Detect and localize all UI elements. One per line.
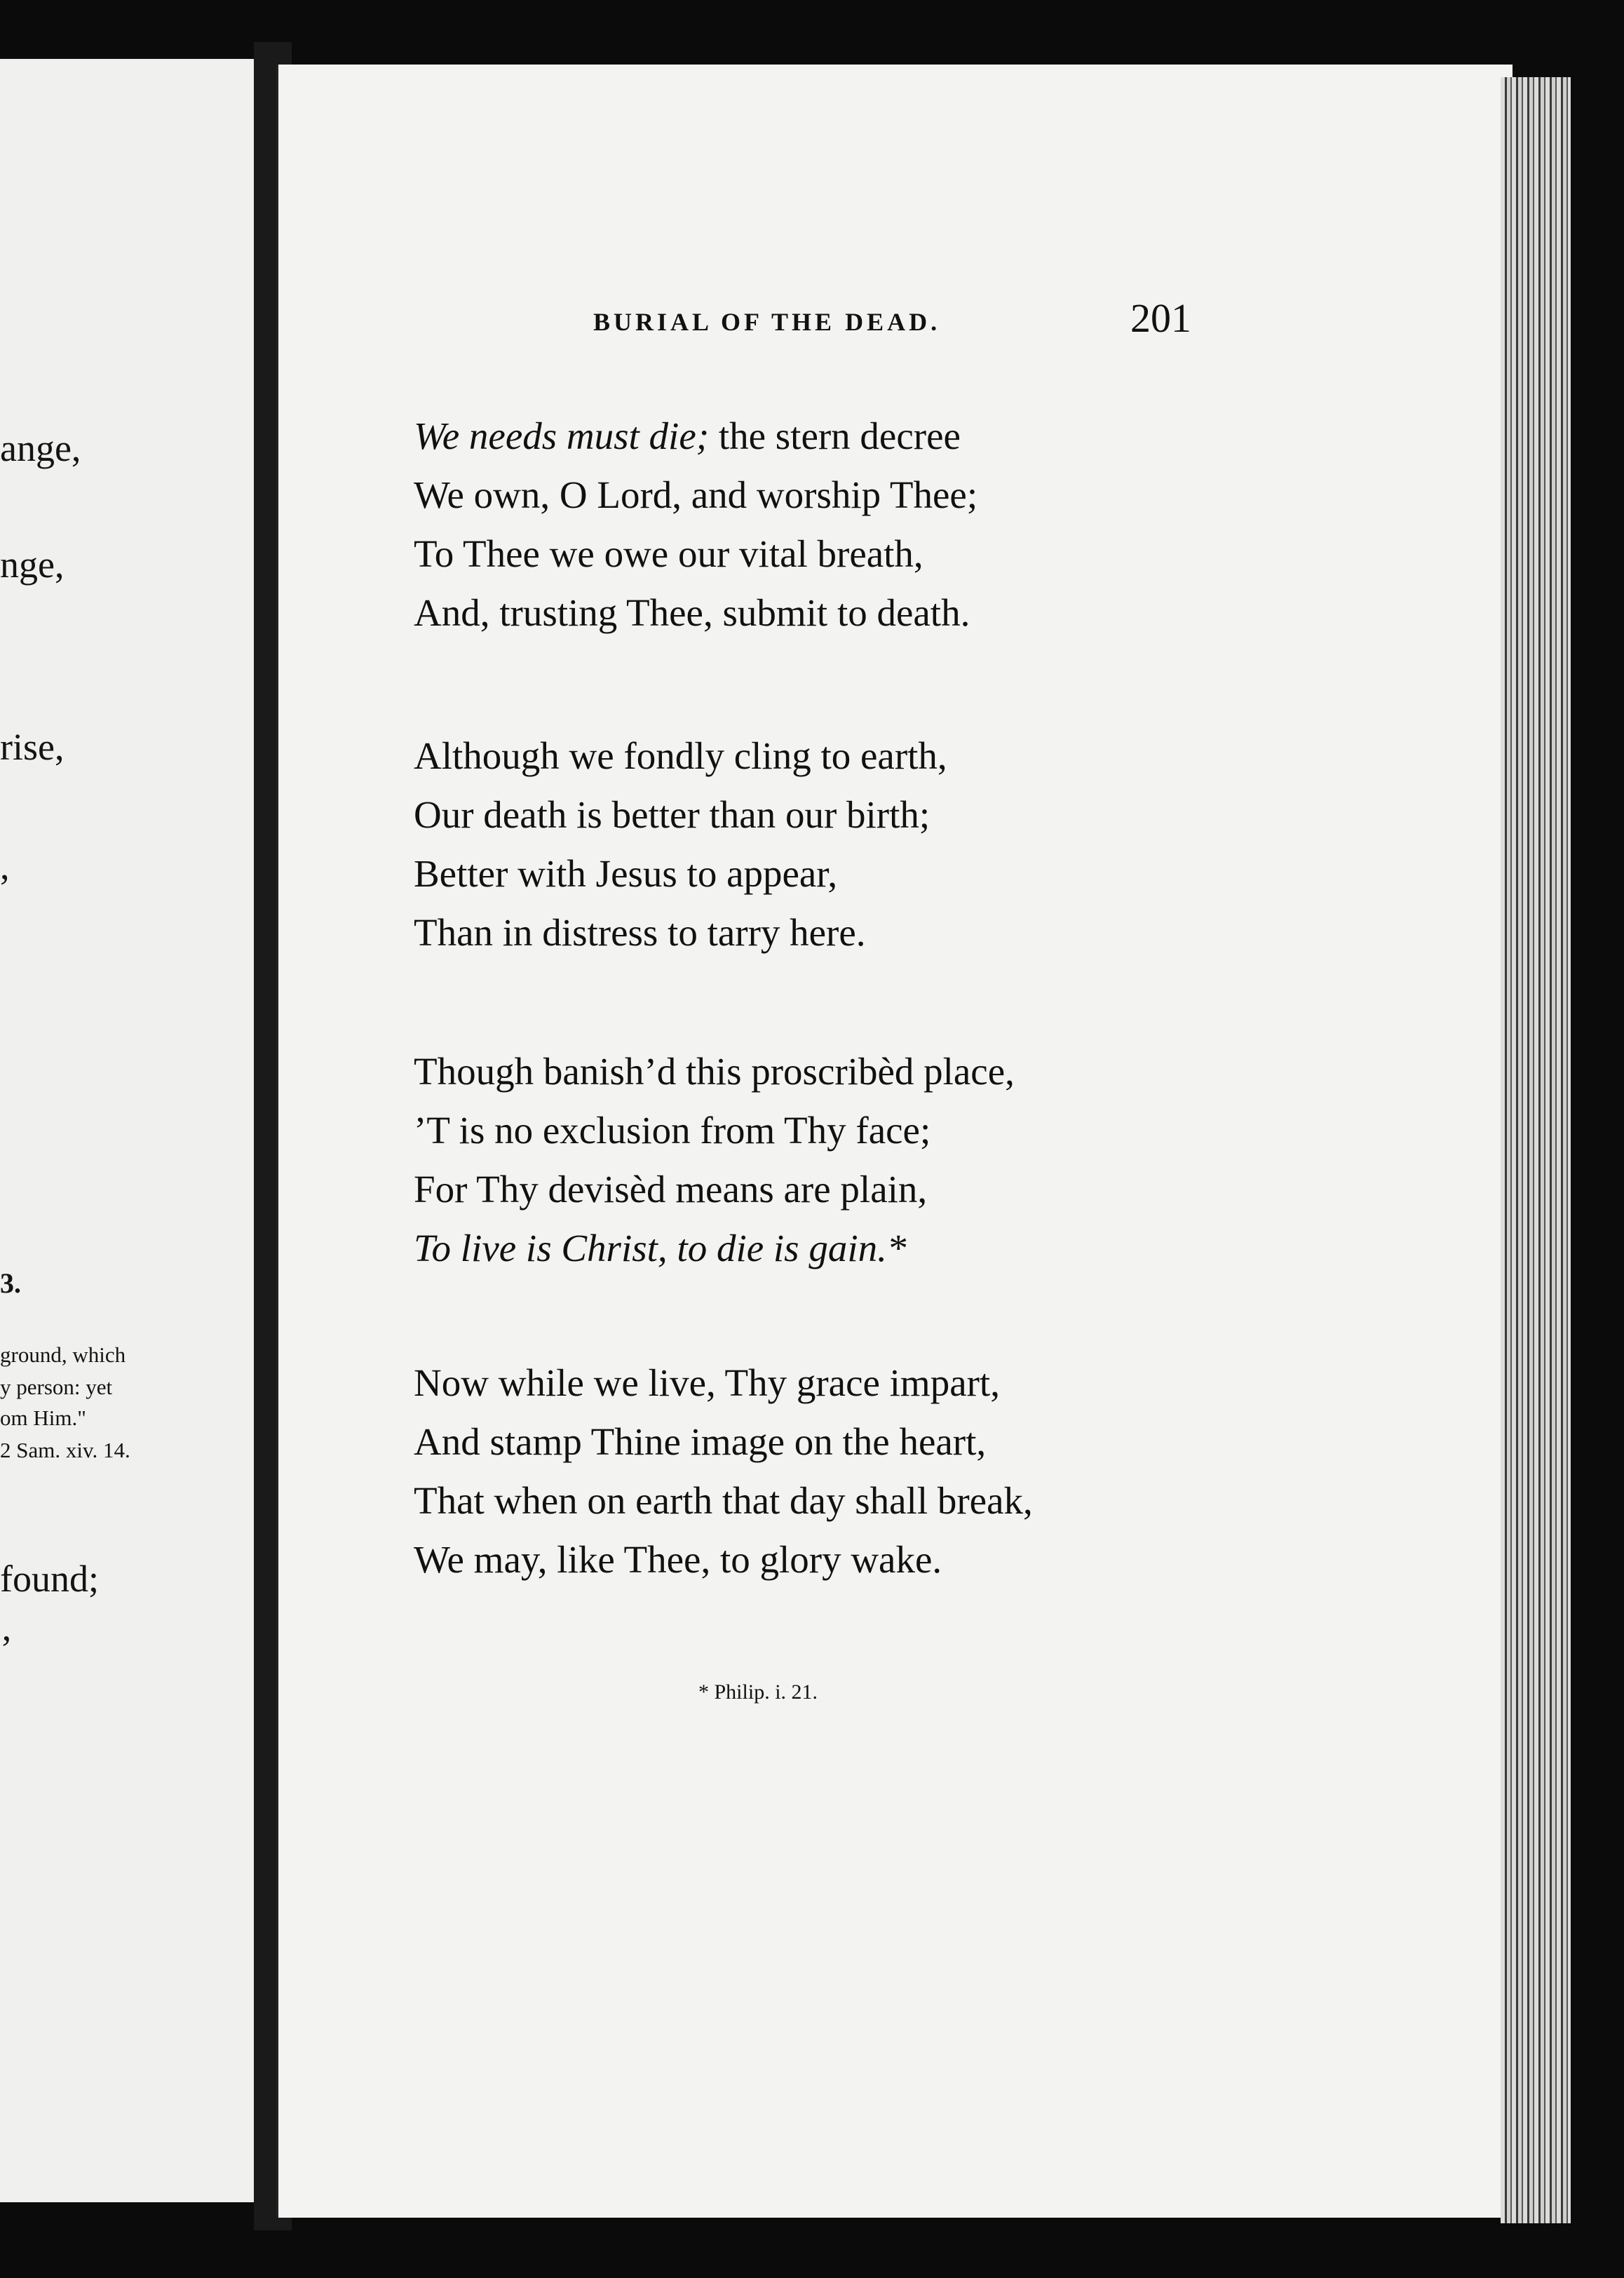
stanza-3 — [414, 1042, 1015, 1278]
poem-line: We needs must die; the stern decree — [414, 415, 961, 457]
poem-line: For Thy devisèd means are plain, — [414, 1168, 928, 1211]
facing-page-fragment: nge, — [0, 544, 65, 586]
poem-line: We may, like Thee, to glory wake. — [414, 1538, 942, 1581]
poem-line: Now while we live, Thy grace impart, — [414, 1361, 1000, 1404]
facing-page-fragment: found; — [0, 1558, 99, 1600]
poem-line: Better with Jesus to appear, — [414, 852, 838, 895]
stanza-4 — [414, 1354, 1033, 1589]
facing-page-fragment: ground, which — [0, 1342, 126, 1367]
poem-line: ’T is no exclusion from Thy face; — [414, 1109, 931, 1152]
facing-page-fragment: 2 Sam. xiv. 14. — [0, 1438, 130, 1462]
facing-page-fragment: y person: yet — [0, 1375, 113, 1399]
facing-page-fragment: om Him." — [0, 1406, 86, 1430]
poem-line: Than in distress to tarry here. — [414, 911, 866, 954]
stanza-2 — [414, 727, 947, 962]
page-edges — [1501, 77, 1571, 2223]
poem-line: And stamp Thine image on the heart, — [414, 1420, 987, 1463]
facing-page-fragment: 3. — [0, 1267, 21, 1299]
poem-line: Although we fondly cling to earth, — [414, 734, 947, 777]
poem-line: To live is Christ, to die is gain.* — [414, 1227, 907, 1269]
poem-line: And, trusting Thee, submit to death. — [414, 591, 970, 634]
footnote: * Philip. i. 21. — [698, 1680, 818, 1704]
page-number: 201 — [1130, 295, 1191, 341]
poem-line: Though banish’d this proscribèd place, — [414, 1050, 1015, 1093]
facing-page-fragment: rise, — [0, 726, 65, 768]
facing-page-fragment: ange, — [0, 427, 81, 469]
poem-line: We own, O Lord, and worship Thee; — [414, 473, 978, 516]
facing-page-left — [0, 59, 254, 2202]
poem-line: To Thee we owe our vital breath, — [414, 532, 923, 575]
poem-line: Our death is better than our birth; — [414, 793, 931, 836]
stanza-1 — [414, 407, 977, 642]
facing-page-fragment: , — [0, 845, 10, 887]
facing-page-fragment: ’ — [0, 1628, 13, 1670]
poem-line: That when on earth that day shall break, — [414, 1479, 1033, 1522]
running-head: BURIAL OF THE DEAD. — [593, 308, 941, 336]
